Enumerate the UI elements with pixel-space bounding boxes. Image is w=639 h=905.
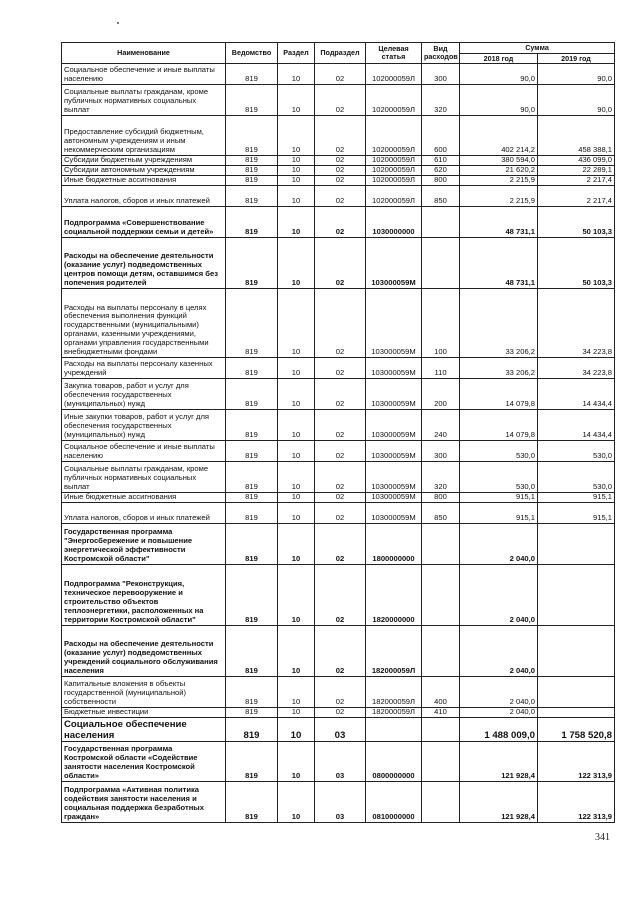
row-target: 103000059М <box>366 441 422 462</box>
row-subsection: 02 <box>315 358 366 379</box>
row-sum-2019 <box>538 708 615 718</box>
row-dept: 819 <box>226 462 278 493</box>
row-subsection: 03 <box>315 742 366 782</box>
row-sum-2019: 436 099,0 <box>538 156 615 166</box>
row-subsection: 02 <box>315 410 366 441</box>
row-name: Социальное обеспечение населения <box>62 718 226 742</box>
table-row <box>62 176 615 186</box>
row-target: 102000059Л <box>366 64 422 85</box>
row-section: 10 <box>278 677 315 708</box>
row-dept: 819 <box>226 238 278 289</box>
row-sum-2018: 48 731,1 <box>460 207 538 238</box>
row-name: Иные бюджетные ассигнования <box>62 176 226 186</box>
row-section: 10 <box>278 358 315 379</box>
row-section: 10 <box>278 64 315 85</box>
row-sum-2019: 14 434,4 <box>538 410 615 441</box>
row-subsection: 02 <box>315 677 366 708</box>
row-section: 10 <box>278 626 315 677</box>
row-name: Субсидии бюджетным учреждениям <box>62 156 226 166</box>
row-dept: 819 <box>226 782 278 823</box>
row-dept: 819 <box>226 493 278 503</box>
row-subsection: 02 <box>315 64 366 85</box>
table-row <box>62 166 615 176</box>
row-section: 10 <box>278 441 315 462</box>
row-dept: 819 <box>226 358 278 379</box>
row-type: 400 <box>422 677 460 708</box>
row-dept: 819 <box>226 718 278 742</box>
row-target: 102000059Л <box>366 156 422 166</box>
table-row <box>62 565 615 626</box>
row-section: 10 <box>278 85 315 116</box>
row-target: 1820000000 <box>366 565 422 626</box>
row-dept: 819 <box>226 176 278 186</box>
row-subsection: 02 <box>315 289 366 358</box>
row-target: 182000059Л <box>366 626 422 677</box>
row-name: Подпрограмма «Активная политика содействия занятости населения и социальная поддержка безработных граждан» <box>62 782 226 823</box>
row-dept: 819 <box>226 503 278 524</box>
row-section: 10 <box>278 410 315 441</box>
row-name: Закупка товаров, работ и услуг для обеспечения государственных (муниципальных) нужд <box>62 379 226 410</box>
row-section: 10 <box>278 462 315 493</box>
row-target: 1800000000 <box>366 524 422 565</box>
row-type: 320 <box>422 462 460 493</box>
row-subsection: 02 <box>315 626 366 677</box>
row-target: 103000059М <box>366 503 422 524</box>
row-target <box>366 718 422 742</box>
col-header-dept: Ведомство <box>226 43 278 64</box>
row-subsection: 02 <box>315 186 366 207</box>
col-header-sum: Сумма <box>460 43 615 54</box>
row-type: 610 <box>422 156 460 166</box>
row-sum-2019: 530,0 <box>538 441 615 462</box>
row-sum-2019: 14 434,4 <box>538 379 615 410</box>
row-sum-2018: 121 928,4 <box>460 782 538 823</box>
row-type: 410 <box>422 708 460 718</box>
table-row <box>62 524 615 565</box>
row-dept: 819 <box>226 186 278 207</box>
row-sum-2019: 1 758 520,8 <box>538 718 615 742</box>
row-subsection: 02 <box>315 565 366 626</box>
table-row <box>62 782 615 823</box>
row-subsection: 02 <box>315 85 366 116</box>
row-subsection: 02 <box>315 503 366 524</box>
row-dept: 819 <box>226 116 278 156</box>
row-target: 103000059М <box>366 238 422 289</box>
table-row <box>62 289 615 358</box>
row-sum-2018: 2 040,0 <box>460 708 538 718</box>
row-sum-2018: 14 079,8 <box>460 379 538 410</box>
row-target: 0800000000 <box>366 742 422 782</box>
row-subsection: 02 <box>315 462 366 493</box>
col-header-target: Целевая статья <box>366 43 422 64</box>
row-name: Уплата налогов, сборов и иных платежей <box>62 186 226 207</box>
row-subsection: 02 <box>315 156 366 166</box>
row-sum-2018: 121 928,4 <box>460 742 538 782</box>
table-row <box>62 358 615 379</box>
row-sum-2018: 530,0 <box>460 441 538 462</box>
table-row <box>62 462 615 493</box>
row-subsection: 02 <box>315 493 366 503</box>
col-header-section: Раздел <box>278 43 315 64</box>
row-section: 10 <box>278 524 315 565</box>
row-sum-2018: 2 215,9 <box>460 186 538 207</box>
row-type <box>422 238 460 289</box>
row-type: 800 <box>422 176 460 186</box>
row-type <box>422 718 460 742</box>
row-target: 103000059М <box>366 410 422 441</box>
row-sum-2019: 915,1 <box>538 503 615 524</box>
col-header-name: Наименование <box>62 43 226 64</box>
row-type: 620 <box>422 166 460 176</box>
row-type <box>422 742 460 782</box>
row-subsection: 02 <box>315 176 366 186</box>
row-sum-2018: 2 215,9 <box>460 176 538 186</box>
row-section: 10 <box>278 379 315 410</box>
row-dept: 819 <box>226 207 278 238</box>
table-row <box>62 677 615 708</box>
row-target: 103000059М <box>366 379 422 410</box>
table-row <box>62 708 615 718</box>
row-sum-2019: 90,0 <box>538 85 615 116</box>
row-sum-2018: 21 620,2 <box>460 166 538 176</box>
table-row <box>62 64 615 85</box>
row-type: 850 <box>422 186 460 207</box>
table-row <box>62 156 615 166</box>
row-type: 300 <box>422 441 460 462</box>
row-subsection: 02 <box>315 116 366 156</box>
row-name: Государственная программа "Энергосбережение и повышение энергетической эффективности Костромской области" <box>62 524 226 565</box>
row-target: 103000059М <box>366 462 422 493</box>
row-dept: 819 <box>226 379 278 410</box>
row-dept: 819 <box>226 410 278 441</box>
row-dept: 819 <box>226 441 278 462</box>
row-sum-2019: 2 217,4 <box>538 186 615 207</box>
row-target: 103000059М <box>366 493 422 503</box>
row-type <box>422 626 460 677</box>
row-name: Иные бюджетные ассигнования <box>62 493 226 503</box>
row-section: 10 <box>278 782 315 823</box>
row-sum-2019: 22 289,1 <box>538 166 615 176</box>
row-section: 10 <box>278 207 315 238</box>
row-sum-2018: 380 594,0 <box>460 156 538 166</box>
row-section: 10 <box>278 156 315 166</box>
row-name: Государственная программа Костромской области «Содействие занятости населения Костромской области» <box>62 742 226 782</box>
row-dept: 819 <box>226 156 278 166</box>
row-type <box>422 565 460 626</box>
row-type: 300 <box>422 64 460 85</box>
budget-table <box>61 42 615 823</box>
row-sum-2019: 915,1 <box>538 493 615 503</box>
row-name: Социальное обеспечение и иные выплаты населению <box>62 441 226 462</box>
row-sum-2019: 458 388,1 <box>538 116 615 156</box>
row-dept: 819 <box>226 166 278 176</box>
row-sum-2019: 122 313,9 <box>538 782 615 823</box>
row-subsection: 02 <box>315 238 366 289</box>
row-name: Капитальные вложения в объекты государственной (муниципальной) собственности <box>62 677 226 708</box>
row-sum-2019: 530,0 <box>538 462 615 493</box>
row-sum-2019 <box>538 524 615 565</box>
page-number: 341 <box>595 832 610 843</box>
row-sum-2019: 90,0 <box>538 64 615 85</box>
row-dept: 819 <box>226 85 278 116</box>
row-name: Субсидии автономным учреждениям <box>62 166 226 176</box>
row-subsection: 02 <box>315 207 366 238</box>
row-section: 10 <box>278 186 315 207</box>
row-sum-2018: 2 040,0 <box>460 565 538 626</box>
row-type: 110 <box>422 358 460 379</box>
row-sum-2019: 122 313,9 <box>538 742 615 782</box>
row-type: 100 <box>422 289 460 358</box>
scan-speck <box>117 22 119 24</box>
row-sum-2018: 33 206,2 <box>460 289 538 358</box>
row-sum-2019: 34 223,8 <box>538 358 615 379</box>
row-target: 102000059Л <box>366 166 422 176</box>
row-sum-2018: 915,1 <box>460 503 538 524</box>
row-sum-2018: 1 488 009,0 <box>460 718 538 742</box>
row-sum-2018: 402 214,2 <box>460 116 538 156</box>
row-dept: 819 <box>226 565 278 626</box>
row-section: 10 <box>278 176 315 186</box>
row-type: 800 <box>422 493 460 503</box>
row-name: Подпрограмма «Совершенствование социальной поддержки семьи и детей» <box>62 207 226 238</box>
row-subsection: 02 <box>315 379 366 410</box>
table-row <box>62 626 615 677</box>
row-section: 10 <box>278 718 315 742</box>
row-name: Социальные выплаты гражданам, кроме публичных нормативных социальных выплат <box>62 462 226 493</box>
row-section: 10 <box>278 742 315 782</box>
row-section: 10 <box>278 238 315 289</box>
row-name: Расходы на выплаты персоналу казенных учреждений <box>62 358 226 379</box>
row-sum-2019 <box>538 626 615 677</box>
row-target: 182000059Л <box>366 708 422 718</box>
row-type: 200 <box>422 379 460 410</box>
col-header-year-2018: 2018 год <box>460 54 538 64</box>
row-dept: 819 <box>226 64 278 85</box>
row-section: 10 <box>278 565 315 626</box>
row-name: Предоставление субсидий бюджетным, автономным учреждениям и иным некоммерческим организациям <box>62 116 226 156</box>
row-type: 600 <box>422 116 460 156</box>
row-type <box>422 782 460 823</box>
row-target: 102000059Л <box>366 116 422 156</box>
row-dept: 819 <box>226 742 278 782</box>
row-type <box>422 524 460 565</box>
table-body <box>62 64 615 823</box>
row-sum-2018: 530,0 <box>460 462 538 493</box>
row-name: Расходы на выплаты персоналу в целях обеспечения выполнения функций государственными (муниципальными) органами, казенными учреждениями, органами управления государственными внебюджетными фондами <box>62 289 226 358</box>
row-name: Социальные выплаты гражданам, кроме публичных нормативных социальных выплат <box>62 85 226 116</box>
table-row <box>62 186 615 207</box>
table-row <box>62 441 615 462</box>
row-dept: 819 <box>226 524 278 565</box>
row-sum-2019: 34 223,8 <box>538 289 615 358</box>
row-name: Социальное обеспечение и иные выплаты населению <box>62 64 226 85</box>
row-subsection: 02 <box>315 524 366 565</box>
row-sum-2018: 2 040,0 <box>460 626 538 677</box>
row-section: 10 <box>278 166 315 176</box>
row-dept: 819 <box>226 289 278 358</box>
row-target: 102000059Л <box>366 186 422 207</box>
col-header-year-2019: 2019 год <box>538 54 615 64</box>
table-row <box>62 207 615 238</box>
table-row <box>62 85 615 116</box>
table-row <box>62 379 615 410</box>
row-name: Расходы на обеспечение деятельности (оказание услуг) подведомственных центров помощи детям, оставшимся без попечения родителей <box>62 238 226 289</box>
table-row <box>62 493 615 503</box>
row-target: 0810000000 <box>366 782 422 823</box>
row-sum-2018: 915,1 <box>460 493 538 503</box>
row-section: 10 <box>278 708 315 718</box>
table-row <box>62 503 615 524</box>
row-sum-2018: 14 079,8 <box>460 410 538 441</box>
row-type: 240 <box>422 410 460 441</box>
table-row <box>62 410 615 441</box>
row-sum-2018: 90,0 <box>460 85 538 116</box>
row-dept: 819 <box>226 708 278 718</box>
row-sum-2019 <box>538 565 615 626</box>
row-sum-2018: 33 206,2 <box>460 358 538 379</box>
row-sum-2018: 2 040,0 <box>460 524 538 565</box>
table-row <box>62 718 615 742</box>
row-target: 103000059М <box>366 358 422 379</box>
row-target: 102000059Л <box>366 85 422 116</box>
row-section: 10 <box>278 493 315 503</box>
row-sum-2019: 2 217,4 <box>538 176 615 186</box>
row-subsection: 02 <box>315 441 366 462</box>
row-name: Расходы на обеспечение деятельности (оказание услуг) подведомственных учреждений социального обслуживания населения <box>62 626 226 677</box>
col-header-type: Вид расходов <box>422 43 460 64</box>
row-type <box>422 207 460 238</box>
table-row <box>62 238 615 289</box>
row-name: Бюджетные инвестиции <box>62 708 226 718</box>
table-row <box>62 742 615 782</box>
row-type: 320 <box>422 85 460 116</box>
row-target: 1030000000 <box>366 207 422 238</box>
row-name: Уплата налогов, сборов и иных платежей <box>62 503 226 524</box>
table-row <box>62 116 615 156</box>
row-section: 10 <box>278 503 315 524</box>
col-header-subsection: Подраздел <box>315 43 366 64</box>
row-subsection: 03 <box>315 718 366 742</box>
row-target: 102000059Л <box>366 176 422 186</box>
row-sum-2018: 2 040,0 <box>460 677 538 708</box>
row-section: 10 <box>278 289 315 358</box>
row-sum-2019: 50 103,3 <box>538 238 615 289</box>
row-dept: 819 <box>226 626 278 677</box>
row-subsection: 02 <box>315 708 366 718</box>
row-dept: 819 <box>226 677 278 708</box>
row-target: 182000059Л <box>366 677 422 708</box>
row-name: Иные закупки товаров, работ и услуг для обеспечения государственных (муниципальных) нужд <box>62 410 226 441</box>
row-type: 850 <box>422 503 460 524</box>
row-sum-2019 <box>538 677 615 708</box>
row-sum-2018: 90,0 <box>460 64 538 85</box>
row-section: 10 <box>278 116 315 156</box>
row-subsection: 02 <box>315 166 366 176</box>
row-sum-2019: 50 103,3 <box>538 207 615 238</box>
row-sum-2018: 48 731,1 <box>460 238 538 289</box>
row-name: Подпрограмма "Реконструкция, техническое перевооружение и строительство объектов теплоэнергетики, расположенных на территории Костромской области" <box>62 565 226 626</box>
row-target: 103000059М <box>366 289 422 358</box>
row-subsection: 03 <box>315 782 366 823</box>
